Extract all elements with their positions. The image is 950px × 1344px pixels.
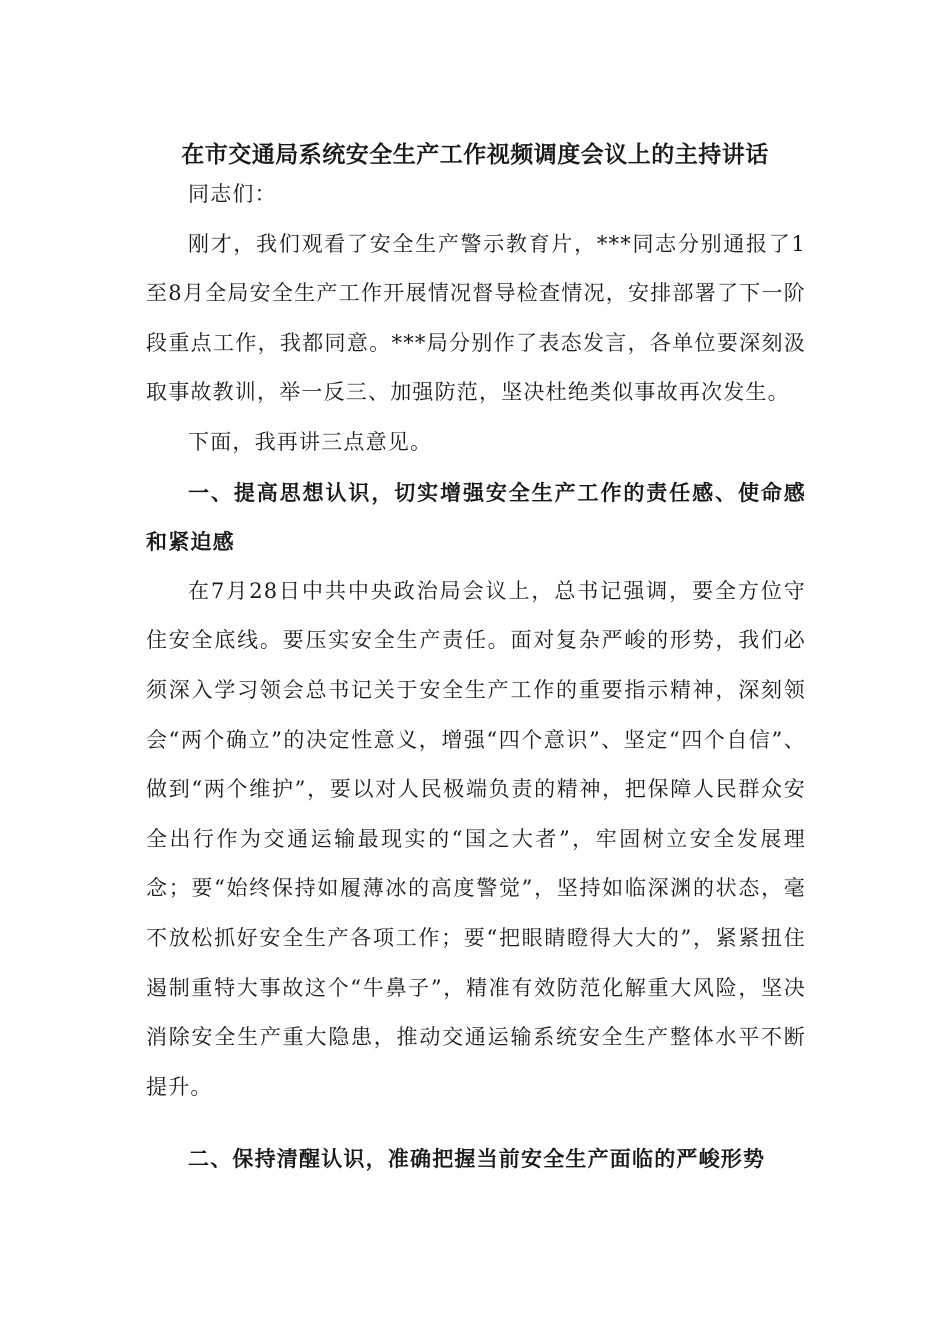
section-1-heading: 一、提高思想认识，切实增强安全生产工作的责任感、使命感和紧迫感 xyxy=(146,479,806,555)
greeting: 同志们： xyxy=(188,182,277,206)
document-body-bottom xyxy=(146,1134,806,1184)
intro-paragraph: 刚才，我们观看了安全生产警示教育片，***同志分别通报了1至8月全局安全生产工作开展情况督导检查情况，安排部署了下一阶段重点工作，我都同意。***局分别作了表态发言，各单位要深刻汲取事故教训，举一反三、加强防范，坚决杜绝类似事故再次发生。 xyxy=(146,231,806,405)
transition-paragraph: 下面，我再讲三点意见。 xyxy=(188,429,433,454)
section-1-paragraph: 在7月28日中共中央政治局会议上，总书记强调，要全方位守住安全底线。要压实安全生产责任。面对复杂严峻的形势，我们必须深入学习领会总书记关于安全生产工作的重要指示精神，深刻领会“两个确立”的决定性意义，增强“四个意识”、坚定“四个自信”、做到“两个维护”，要以对人民极端负责的精神，把保障人民群众安全出行作为交通运输最现实的“国之大者”，牢固树立安全发展理念；要“始终保持如履薄冰的高度警觉”，坚持如临深渊的状态，毫不放松抓好安全生产各项工作；要“把眼睛瞪得大大的”，紧紧扭住遏制重特大事故这个“牛鼻子”，精准有效防范化解重大风险，坚决消除安全生产重大隐患，推动交通运输系统安全生产整体水平不断提升。 xyxy=(146,578,806,1099)
document-body-top xyxy=(146,170,806,1112)
section-2-heading: 二、保持清醒认识，准确把握当前安全生产面临的严峻形势 xyxy=(188,1146,766,1171)
document-title: 在市交通局系统安全生产工作视频调度会议上的主持讲话 xyxy=(181,141,769,168)
